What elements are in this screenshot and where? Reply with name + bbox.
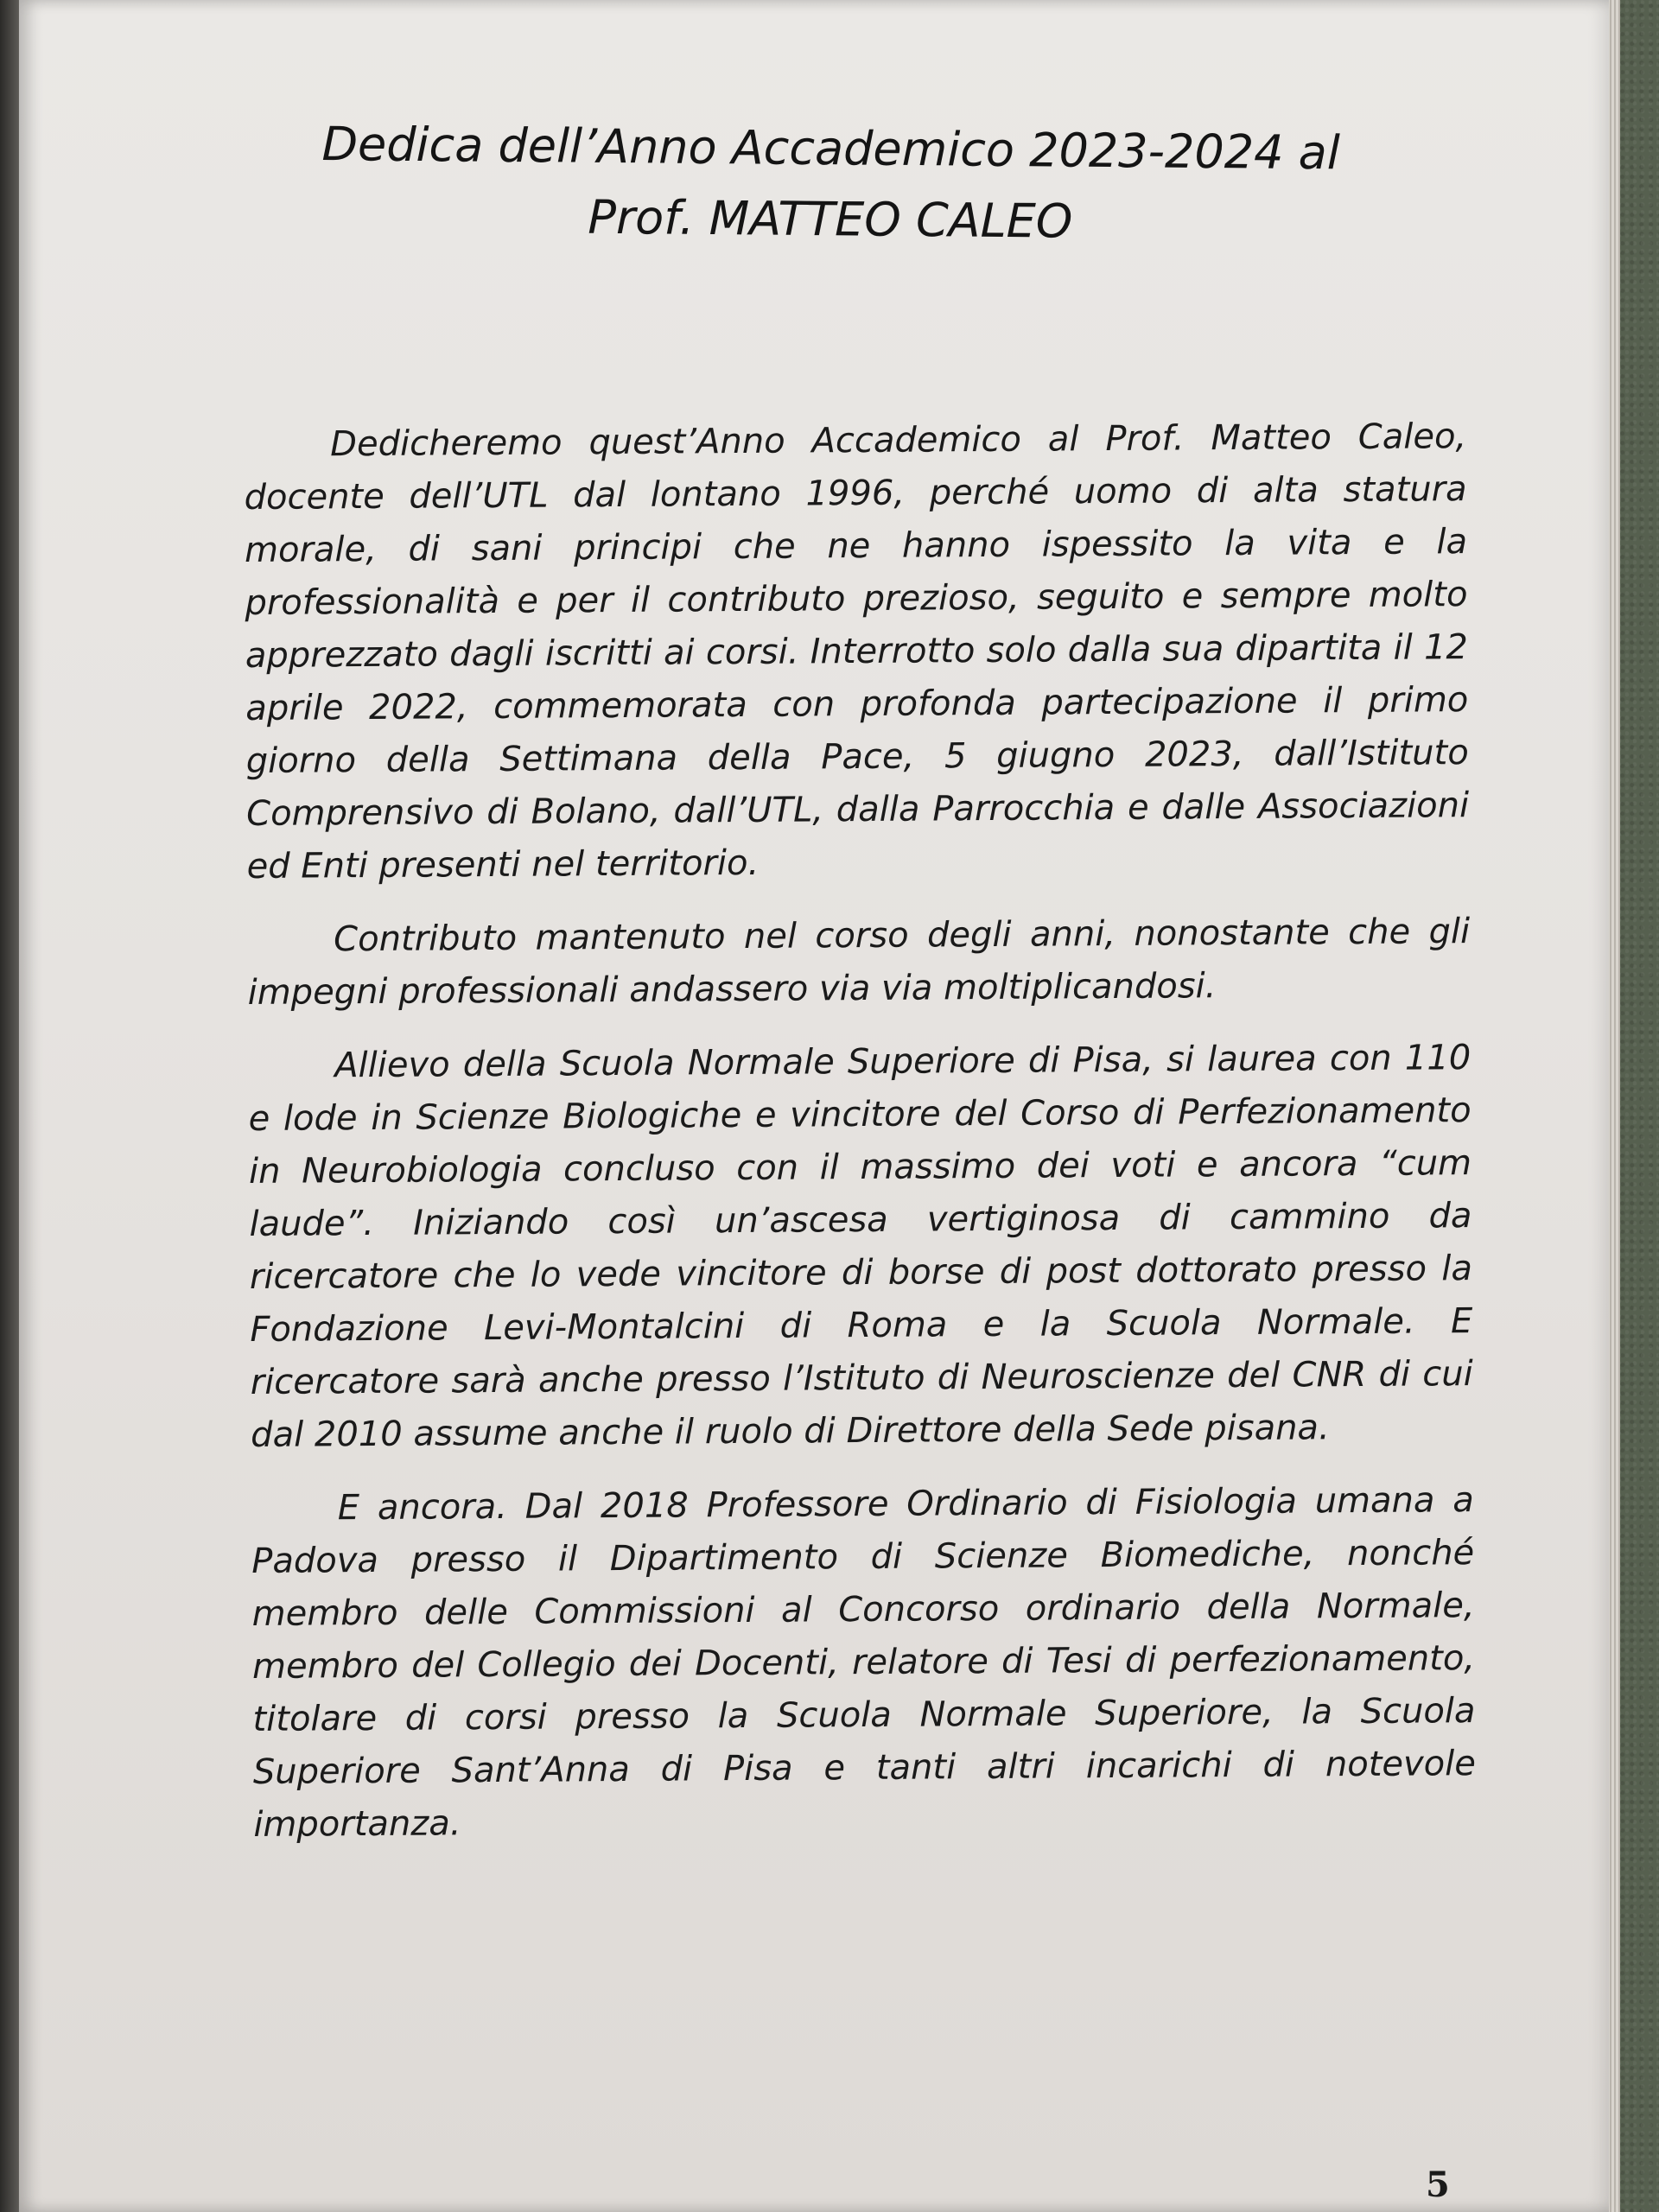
page-title: [217, 108, 1445, 260]
paragraph-1: Dedicheremo quest’Anno Accademico al Prof. Matteo Caleo, docente dell’UTL dal lontano 1996, perché uomo di alta statura morale, di sani principi che ne hanno ispessito la vita e la professionalità e per il contributo prezioso, seguito e sempre molto apprezzato dagli iscritti ai corsi. Interrotto solo dalla sua dipartita il 12 aprile 2022, commemorata con profonda partecipazione il primo giorno della Settimana della Pace, 5 giugno 2023, dall’Istituto Comprensivo di Bolano, dall’UTL, dalla Parrocchia e dalle Associazioni ed Enti presenti nel territorio.: [244, 416, 1470, 887]
paragraph-4: E ancora. Dal 2018 Professore Ordinario di Fisiologia umana a Padova presso il Dipartimento di Scienze Biomediche, nonché membro delle Commissioni al Concorso ordinario della Normale, membro del Collegio dei Docenti, relatore di Tesi di perfezionamento, titolare di corsi presso la Scuola Normale Superiore, la Scuola Superiore Sant’Anna di Pisa e tanti altri incarichi di notevole importanza.: [251, 1480, 1477, 1845]
page-number: 5: [1426, 2164, 1450, 2205]
body-text: [244, 410, 1477, 1872]
paragraph-2: Contributo mantenuto nel corso degli anni, nonostante che gli impegni professionali andassero via via moltiplicandosi.: [247, 912, 1471, 1013]
paragraph-3: Allievo della Scuola Normale Superiore di Pisa, si laurea con 110 e lode in Scienze Biologiche e vincitore del Corso di Perfezionamento in Neurobiologia concluso con il massimo dei voti e ancora “cum laude”. Iniziando così un’ascesa vertiginosa di cammino da ricercatore che lo vede vincitore di borse di post dottorato presso la Fondazione Levi-Montalcini di Roma e la Scuola Normale. E ricercatore sarà anche presso l’Istituto di Neuroscienze del CNR di cui dal 2010 assume anche il ruolo di Direttore della Sede pisana.: [248, 1038, 1473, 1455]
book-page: [19, 0, 1609, 2212]
title-line-1: Dedica dell’Anno Accademico 2023-2024 al: [321, 117, 1341, 181]
title-line-2: Prof. MATTEO CALEO: [588, 189, 1073, 249]
